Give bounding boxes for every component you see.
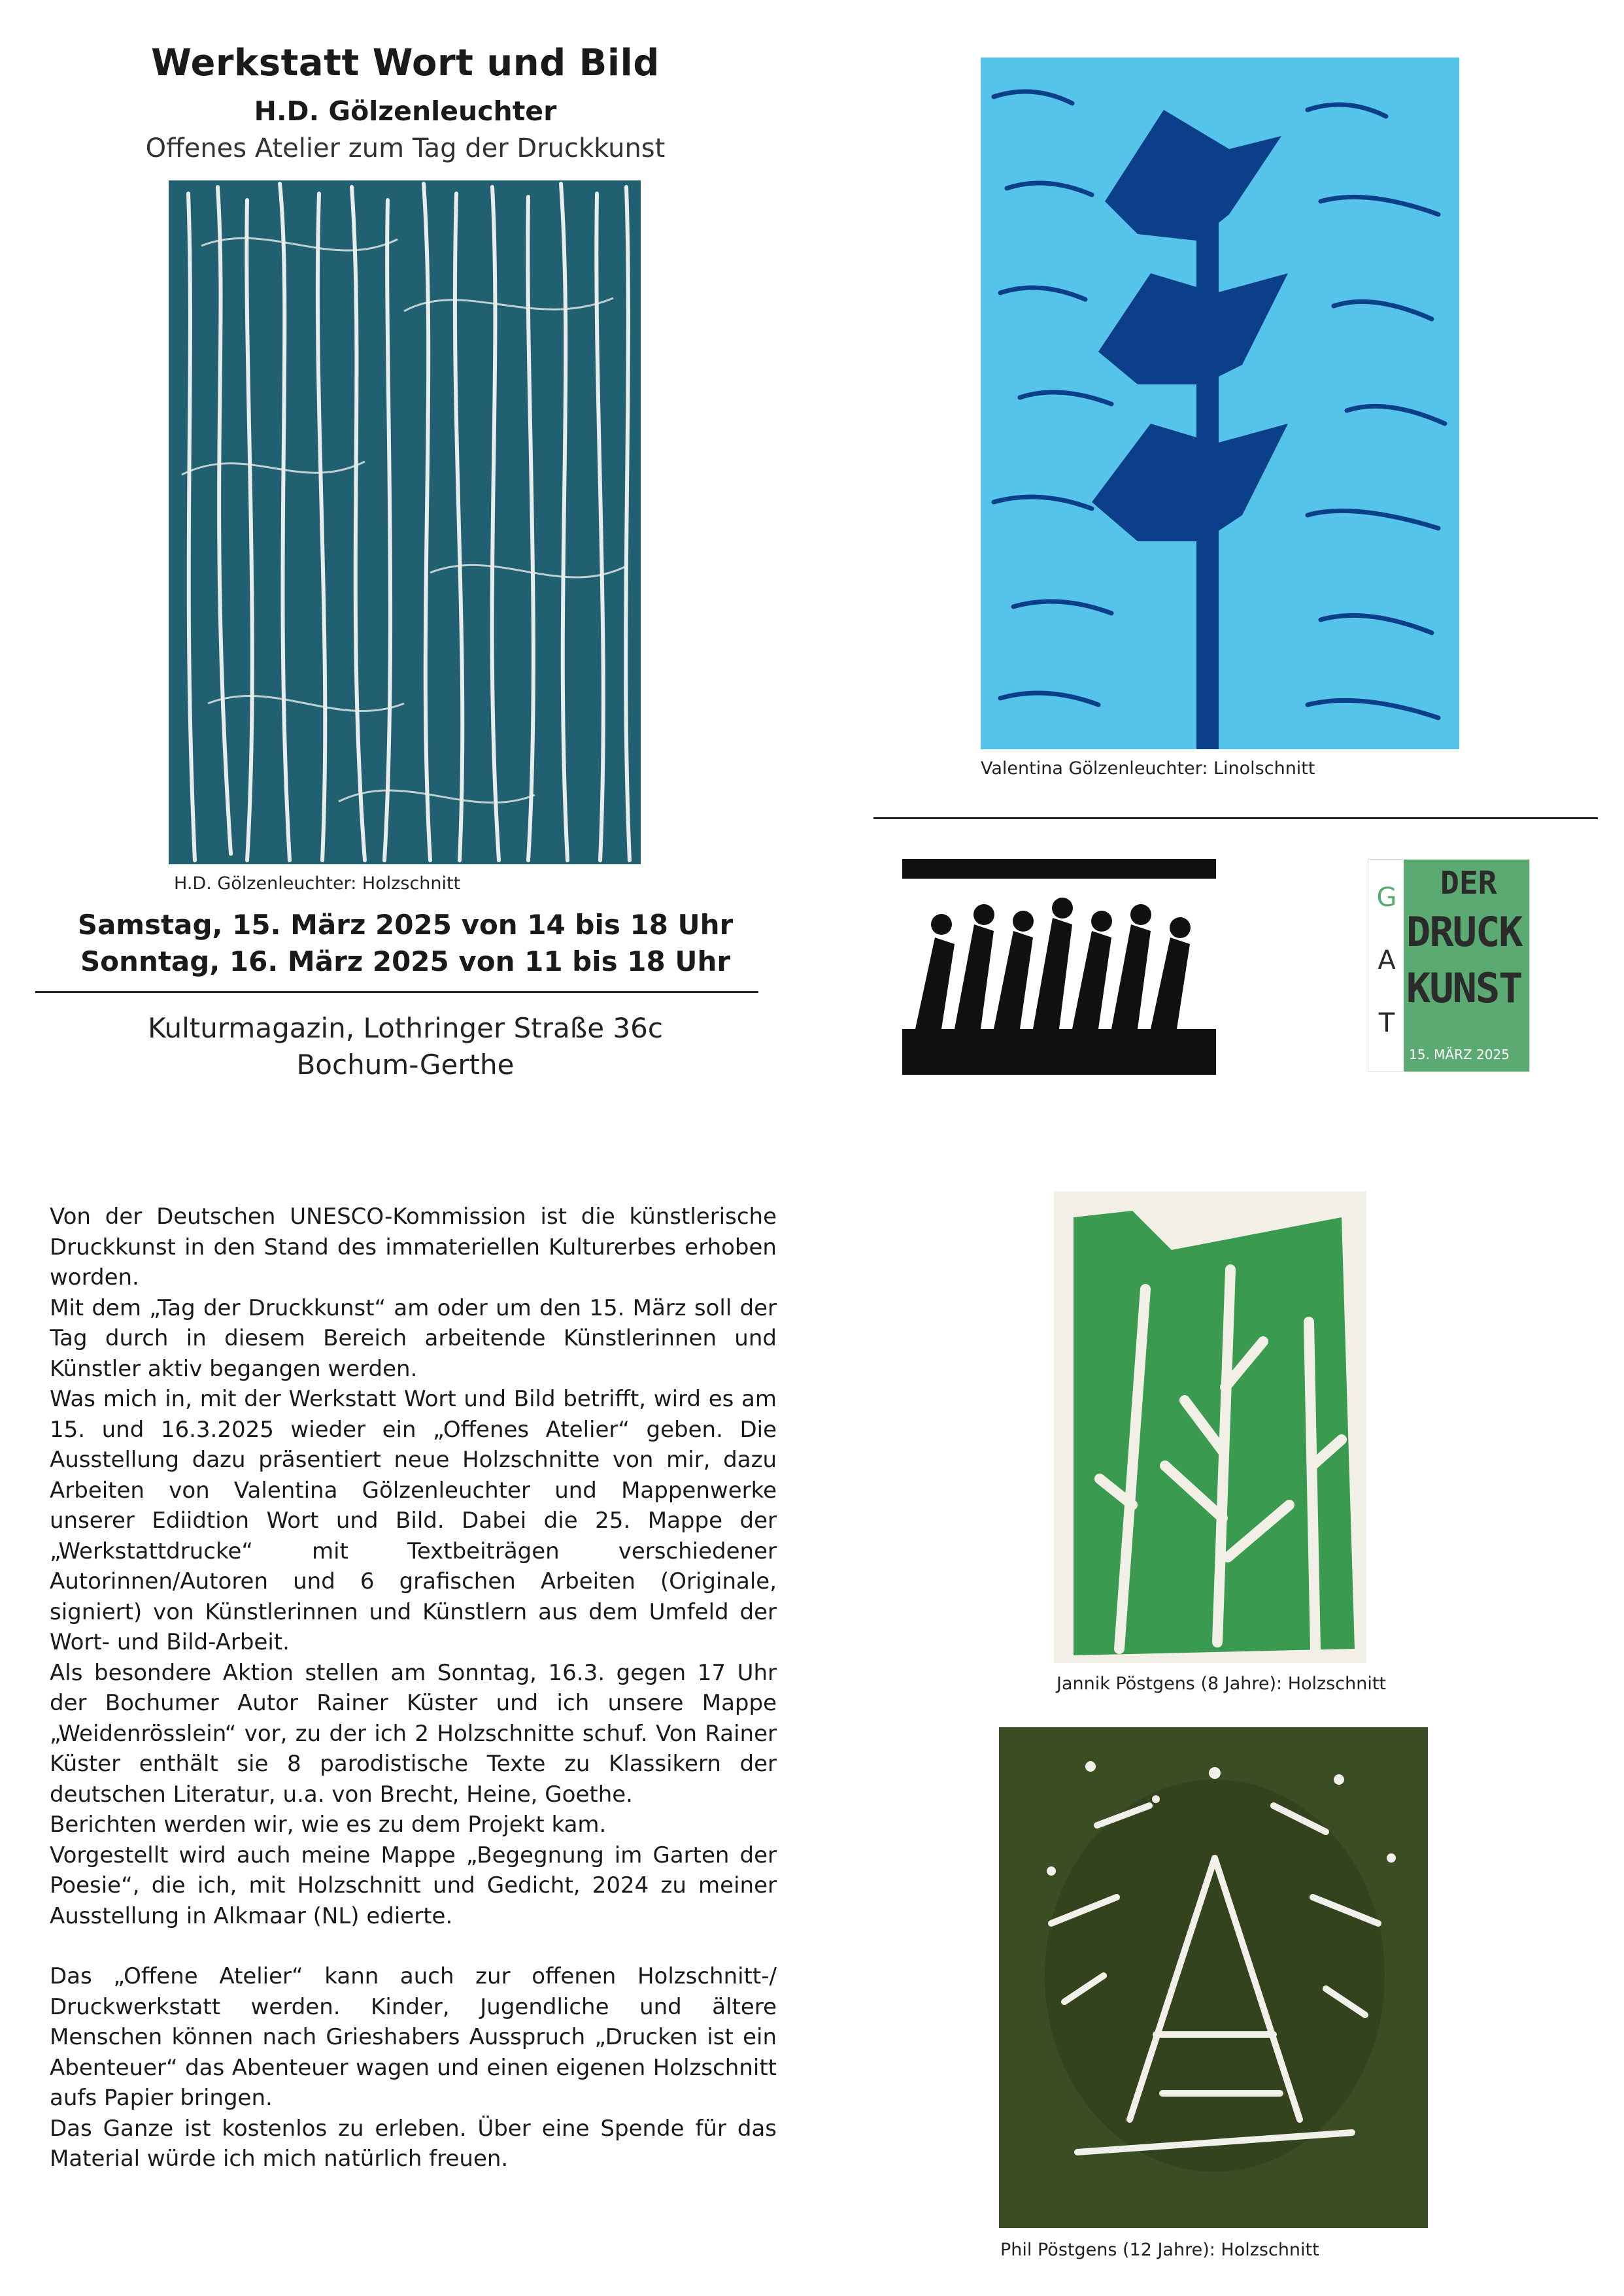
paragraph: Berichten werden wir, wie es zu dem Projekt kam. [50,1812,607,1838]
phil-woodcut-image [999,1727,1428,2228]
jannik-woodcut-image [1054,1191,1366,1663]
paragraph: Von der Deutschen UNESCO-Kommission ist die künstlerische Druckkunst in den Stand des immateriellen Kulturerbes erhoben worden. [50,1204,777,1291]
paragraph: Das Ganze ist kostenlos zu erleben. Über eine Spende für das Material würde ich mich natürlich freuen. [50,2115,777,2172]
hd-woodcut-image [169,180,641,864]
dancers-woodcut-image [902,859,1216,1075]
venue-address: Kulturmagazin, Lothringer Straße 36c [148,1012,663,1044]
paragraph: Vorgestellt wird auch meine Mappe „Begegnung im Garten der Poesie“, die ich, mit Holzschnitt und Gedicht, 2024 zu meiner Ausstellung in Alkmaar (NL) edierte. [50,1842,777,1929]
tag-der-druckkunst-logo [1368,859,1530,1072]
valentina-linocut-image [981,58,1459,749]
phil-woodcut-caption: Phil Pöstgens (12 Jahre): Holzschnitt [1000,2240,1319,2260]
paragraph-gap [50,1931,777,1961]
hd-woodcut-caption: H.D. Gölzenleuchter: Holzschnitt [174,873,461,894]
event-date-saturday: Samstag, 15. März 2025 von 14 bis 18 Uhr [77,909,734,941]
divider-left [35,991,758,993]
paragraph: Das „Offene Atelier“ kann auch zur offenen Holzschnitt-/ Druckwerkstatt werden. Kinder, Jugendliche und ältere Menschen können nach Grieshabers Ausspruch „Drucken ist ein Abenteuer“ das Abenteuer wagen und einen eigenen Holzschnitt aufs Papier bringen. [50,1963,777,2111]
body-text [50,1202,777,2174]
logo-word-kunst: KUNST [1406,964,1522,1012]
paragraph: Mit dem „Tag der Druckkunst“ am oder um den 15. März soll der Tag durch in diesem Bereich arbeitende Künstlerinnen und Künstler aktiv begangen werden. [50,1294,777,1382]
logo-vertical-word: G A T [1376,883,1397,1038]
logo-top-word: DER [1440,865,1497,902]
logo-date: 15. MÄRZ 2025 [1409,1047,1510,1062]
jannik-woodcut-caption: Jannik Pöstgens (8 Jahre): Holzschnitt [1057,1674,1387,1694]
venue-city: Bochum-Gerthe [296,1049,515,1081]
paragraph: Als besondere Aktion stellen am Sonntag, 16.3. gegen 17 Uhr der Bochumer Autor Rainer Küster und ich unsere Mappe „Weidenrösslein“ vor, zu der ich 2 Holzschnitte schuf. Von Rainer Küster enthält sie 8 parodistische Texte zu Klassikern der deutschen Literatur, u.a. von Brecht, Heine, Goethe. [50,1659,777,1808]
event-date-sunday: Sonntag, 16. März 2025 von 11 bis 18 Uhr [80,945,731,977]
page-title: Werkstatt Wort und Bild [151,42,660,84]
artist-name: H.D. Gölzenleuchter [254,95,557,127]
logo-word-druck: DRUCK [1406,908,1522,956]
valentina-linocut-caption: Valentina Gölzenleuchter: Linolschnitt [981,758,1315,779]
event-tagline: Offenes Atelier zum Tag der Druckkunst [145,133,666,163]
divider-right [873,817,1598,819]
paragraph: Was mich in, mit der Werkstatt Wort und Bild betrifft, wird es am 15. und 16.3.2025 wieder ein „Offenes Atelier“ geben. Die Ausstellung dazu präsentiert neue Holzschnitte von mir, dazu Arbeiten von Valentina Gölzenleuchter und Mappenwerke unserer Ediidtion Wort und Bild. Dabei die 25. Mappe der „Werkstattdrucke“ mit Textbeiträgen verschiedener Autorinnen/Autoren und 6 grafischen Arbeiten (Originale, signiert) von Künstlerinnen und Künstlern aus dem Umfeld der Wort- und Bild-Arbeit. [50,1386,777,1655]
